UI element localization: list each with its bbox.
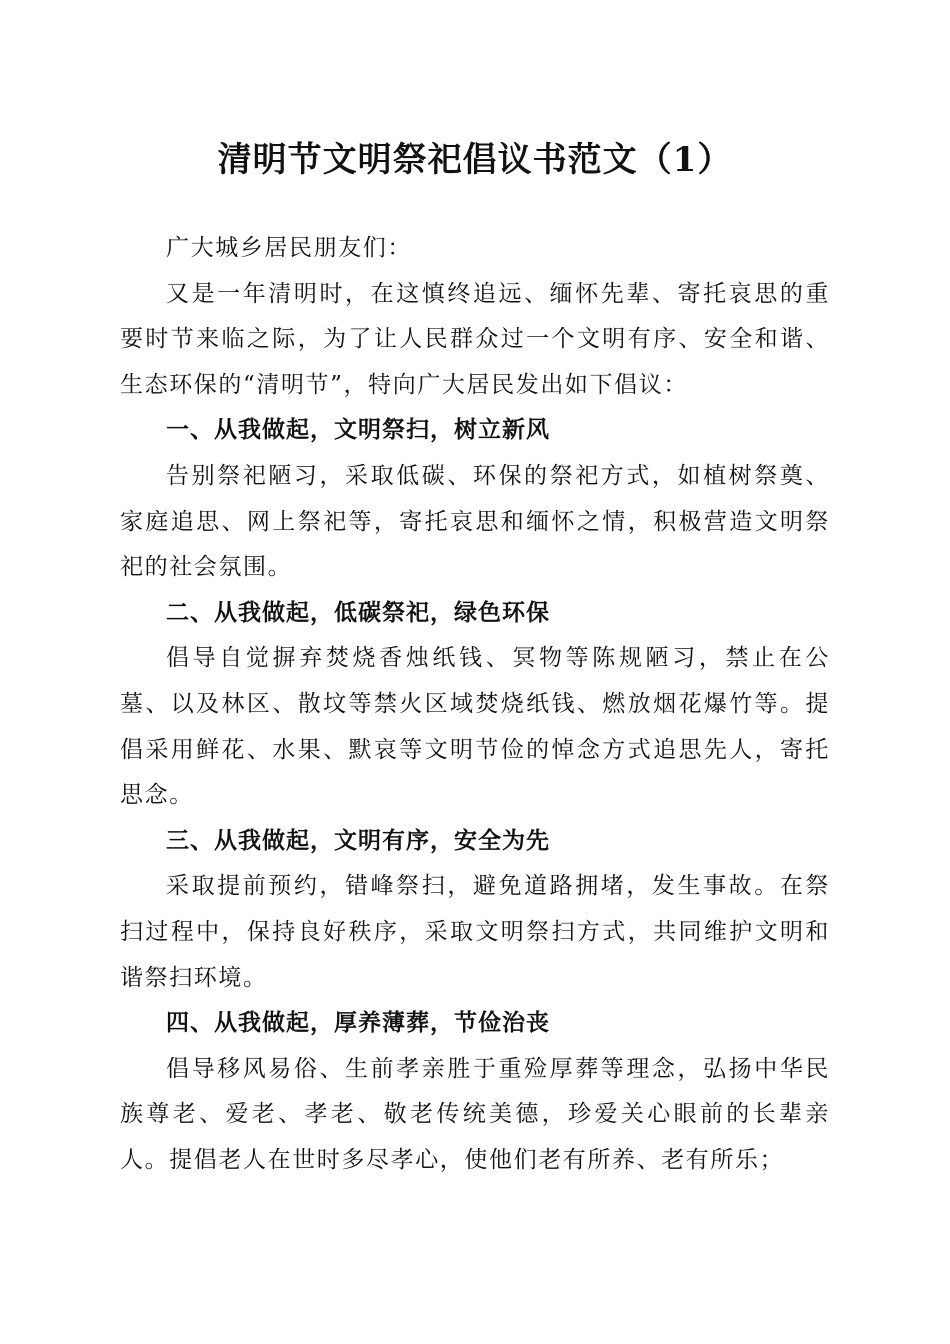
intro-paragraph: 又是一年清明时，在这慎终追远、缅怀先辈、寄托哀思的重要时节来临之际，为了让人民群众过一个文明有序、安全和谐、生态环保的“清明节”，特向广大居民发出如下倡议：: [120, 280, 830, 398]
salutation: 广大城乡居民朋友们：: [166, 235, 412, 261]
section-heading-1: 一、从我做起，文明祭扫，树立新风: [166, 417, 550, 444]
section-paragraph-3: 采取提前预约，错峰祭扫，避免道路拥堵，发生事故。在祭扫过程中，保持良好秩序，采取文明祭扫方式，共同维护文明和谐祭扫环境。: [120, 873, 830, 991]
section-paragraph-1: 告别祭祀陋习，采取低碳、环保的祭祀方式，如植树祭奠、家庭追思、网上祭祀等，寄托哀思和缅怀之情，积极营造文明祭祀的社会氛围。: [120, 462, 830, 581]
document-body: [120, 226, 830, 1183]
section-heading-4: 四、从我做起，厚养薄葬，节俭治丧: [166, 1010, 550, 1037]
section-paragraph-2: 倡导自觉摒弃焚烧香烛纸钱、冥物等陈规陋习，禁止在公墓、以及林区、散坟等禁火区域焚烧纸钱、燃放烟花爆竹等。提倡采用鲜花、水果、默哀等文明节俭的悼念方式追思先人，寄托思念。: [120, 645, 830, 809]
section-heading-2: 二、从我做起，低碳祭祀，绿色环保: [166, 599, 550, 626]
section-heading-3: 三、从我做起，文明有序，安全为先: [166, 827, 550, 854]
document-title: 清明节文明祭祀倡议书范文（1）: [217, 140, 733, 180]
section-paragraph-4: 倡导移风易俗、生前孝亲胜于重殓厚葬等理念，弘扬中华民族尊老、爱老、孝老、敬老传统美德，珍爱关心眼前的长辈亲人。提倡老人在世时多尽孝心，使他们老有所养、老有所乐；: [120, 1055, 830, 1173]
